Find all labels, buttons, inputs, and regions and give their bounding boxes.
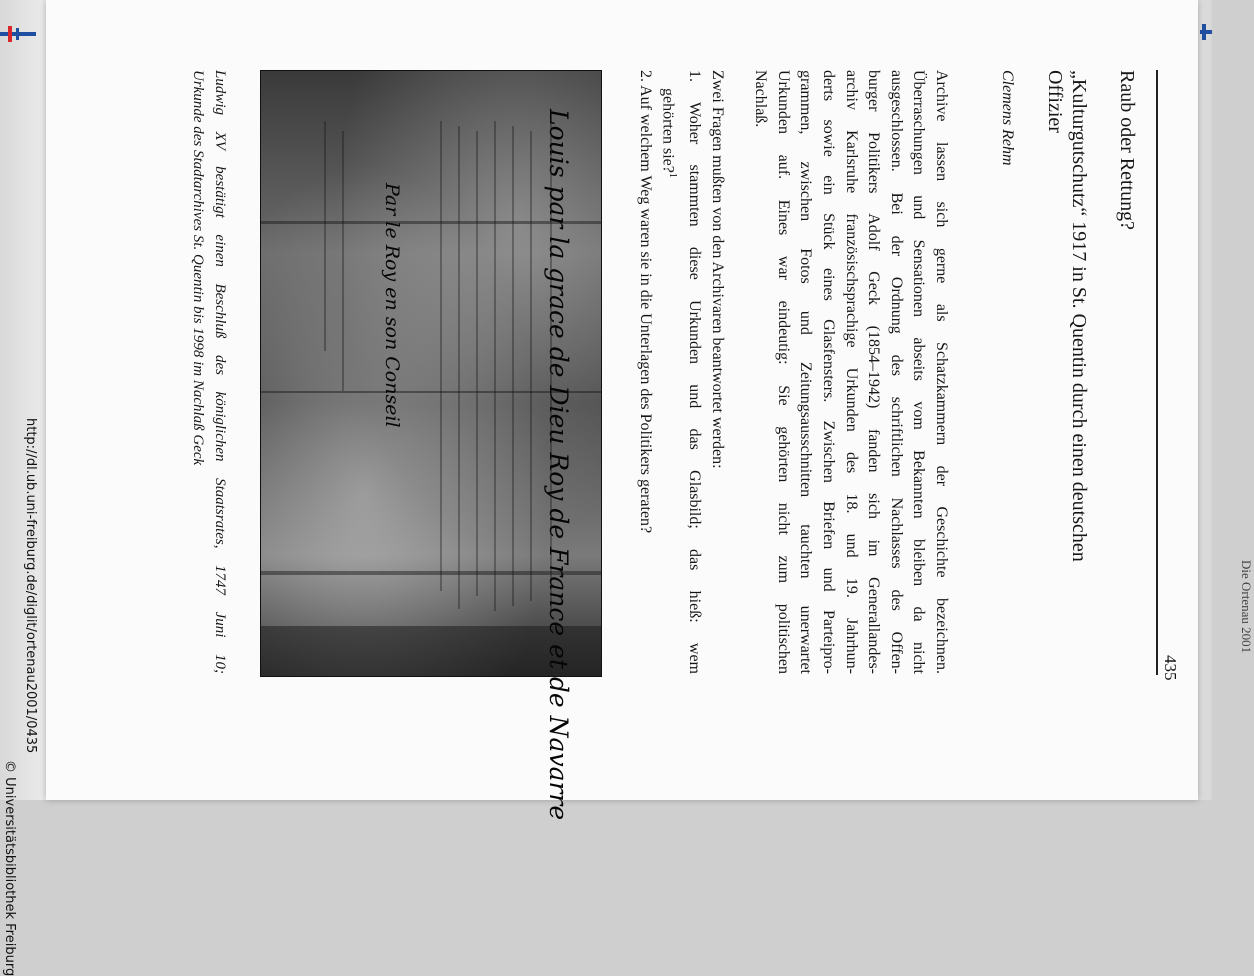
body-line: archiv Karlsruhe französischsprachige Urkunden des 18. und 19. Jahrhun- (842, 70, 860, 674)
question-one-text: gehörten sie? (659, 88, 677, 173)
body-line: burger Politikers Adolf Geck (1854–1942) fanden sich im Generallandes- (865, 70, 883, 674)
scanned-page (46, 0, 1254, 821)
question-two: 2. Auf welchem Weg waren sie in die Unterlagen des Politikers geraten? (636, 70, 654, 534)
document-photograph (260, 70, 602, 821)
body-line: Nachlaß. (752, 70, 770, 128)
body-paragraph (749, 70, 952, 674)
body-line: grammen, zwischen Fotos und Zeitungsausschnitten tauchten unerwartet (797, 70, 815, 674)
article-title: Raub oder Rettung? (1116, 70, 1138, 230)
source-url: http://dl.ub.uni-freiburg.de/diglit/ortenau2001/0435 (23, 418, 38, 754)
library-logo-icon (0, 26, 36, 42)
header-rule (1156, 70, 1158, 675)
copyright-notice: © Universitätsbibliothek Freiburg (2, 760, 17, 976)
body-line: Archive lassen sich gerne als Schatzkammern der Geschichte bezeichnen. (933, 70, 950, 674)
body-line: Urkunden auf. Eines war eindeutig: Sie gehörten nicht zum politischen (774, 70, 792, 674)
questions-intro: Zwei Fragen mußten von den Archivaren beantwortet werden: (709, 70, 726, 469)
question-one-continued (656, 70, 683, 674)
body-line: ausgeschlossen. Bei der Ordnung des schriftlichen Nachlasses des Offen- (887, 70, 905, 674)
questions-block (633, 70, 728, 674)
document-handwriting-texture (281, 91, 581, 631)
author-name: Clemens Rehm (999, 70, 1016, 166)
page-number: 435 (1161, 655, 1180, 681)
question-one: 1. Woher stammten diese Urkunden und das Glasbild; das hieß: wem (686, 70, 704, 674)
header-fragment: Die Ortenau 2001 (1239, 560, 1254, 654)
caption-line: Urkunde des Stadtarchives St. Quentin bis 1998 im Nachlaß Geck (190, 70, 207, 466)
document-signature: Par le Roy en son Conseil (381, 183, 403, 428)
body-line: derts sowie ein Stück eines Glasfensters. Zwischen Briefen und Parteipro- (820, 70, 838, 674)
figure-caption (187, 70, 230, 674)
footnote-marker: 1 (666, 172, 678, 178)
caption-line: Ludwig XV bestätigt einen Beschluß des königlichen Staatsrates, 1747 Juni 10; (212, 70, 228, 674)
library-logo-icon-right (1200, 24, 1212, 40)
body-line: Überraschungen und Sensationen abseits vom Bekannten bleiben da nicht (910, 70, 928, 674)
article-subtitle: „Kulturgutschutz“ 1917 in St. Quentin durch einen deutschen (1068, 70, 1090, 562)
article-subtitle-continued: Offizier (1044, 70, 1066, 133)
document-script-heading: Louis par la grace de Dieu Roy de France et de Navarre (544, 109, 573, 821)
